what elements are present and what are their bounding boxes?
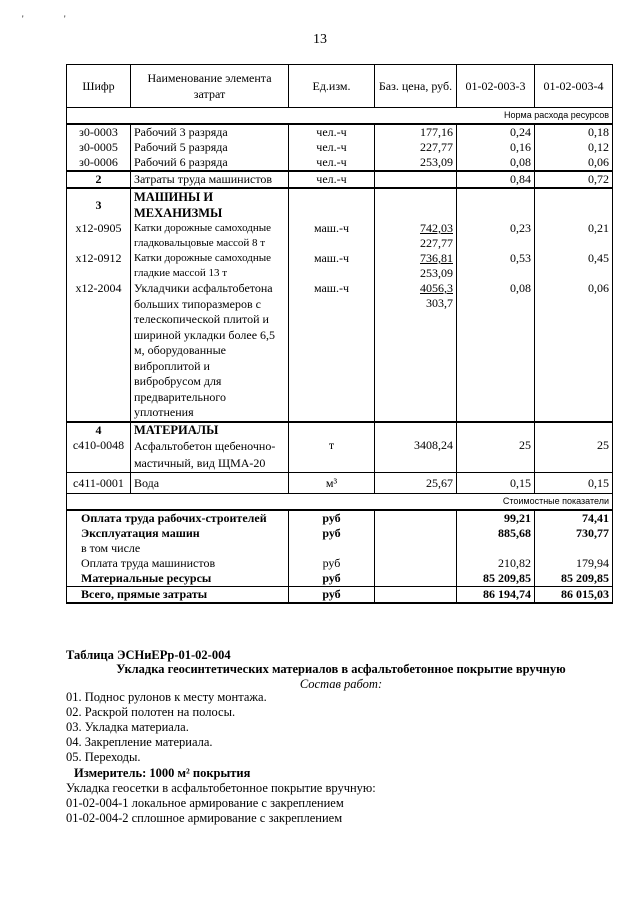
header-col2: 01-02-003-4 — [535, 65, 613, 108]
section-heading: Укладка геосинтетических материалов в асфальтобетонное покрытие вручную — [116, 662, 566, 676]
cell-name — [131, 281, 289, 422]
cost-label-row — [67, 493, 613, 510]
total-unit: руб — [289, 526, 375, 541]
scan-speck: ' — [64, 14, 66, 24]
cell-unit: чел.-ч — [289, 171, 375, 188]
work-composition-title: Состав работ: — [299, 677, 383, 691]
cell-name-line: мастичный, вид ЩМА-20 — [134, 455, 266, 470]
cell-name-line: м, оборудованные — [134, 343, 226, 357]
cell-name-line: вибробрусом для — [134, 374, 222, 388]
header-col1: 01-02-003-3 — [457, 65, 535, 108]
cell-code: с410-0048 — [67, 438, 131, 473]
total-unit: руб — [289, 556, 375, 571]
table-row — [67, 251, 613, 281]
totals-row — [67, 510, 613, 526]
cost-label: Стоимостные показатели — [67, 493, 613, 510]
cell-name-line: гладкие массой 13 т — [134, 267, 228, 279]
total-v2: 85 209,85 — [535, 571, 613, 587]
header-code: Шифр — [67, 65, 131, 108]
total-v1: 85 209,85 — [457, 571, 535, 587]
cell-price: 25,67 — [375, 472, 457, 493]
cell-name-line: предварительного — [134, 389, 227, 404]
cell-unit: т — [289, 438, 375, 473]
total-label: Оплата труда рабочих-строителей — [67, 510, 289, 526]
cell-name-line: шириной укладки более 6,5 — [134, 327, 276, 342]
cell-v2: 0,45 — [535, 251, 613, 281]
cell-code: 2 — [67, 171, 131, 188]
totals-row — [67, 556, 613, 571]
work-item: 04. Закрепление материала. — [66, 735, 213, 749]
variant-item: 01-02-004-2 сплошное армирование с закреплением — [66, 811, 343, 825]
cell-name: Вода — [131, 472, 289, 493]
section-number: 3 — [67, 188, 131, 221]
variant-list — [66, 796, 616, 826]
price-main: 4056,3 — [420, 281, 453, 295]
cell-name — [131, 221, 289, 251]
cell-unit: маш.-ч — [289, 251, 375, 281]
header-unit: Ед.изм. — [289, 65, 375, 108]
cell-code: з0-0003 — [67, 124, 131, 140]
cell-unit: маш.-ч — [289, 221, 375, 251]
header-price: Баз. цена, руб. — [375, 65, 457, 108]
work-list — [66, 690, 616, 765]
total-v2: 730,77 — [535, 526, 613, 541]
cell-v2: 0,72 — [535, 171, 613, 188]
cell-v1: 0,15 — [457, 472, 535, 493]
total-unit: руб — [289, 586, 375, 603]
header-name: Наименование элемента затрат — [131, 65, 289, 108]
totals-row — [67, 586, 613, 603]
scan-speck: ' — [22, 14, 24, 24]
cell-price: 177,16 — [375, 124, 457, 140]
cell-name: Рабочий 5 разряда — [131, 140, 289, 155]
table-title: Таблица ЭСНиЕРр-01-02-004 — [66, 648, 231, 662]
cell-price: 253,09 — [375, 155, 457, 171]
table-row — [67, 438, 613, 473]
cell-unit: маш.-ч — [289, 281, 375, 422]
cell-name — [131, 438, 289, 473]
table-row — [67, 472, 613, 493]
total-v1: 210,82 — [457, 556, 535, 571]
total-label: в том числе — [67, 541, 289, 556]
table-row — [67, 221, 613, 251]
cell-unit: м³ — [289, 472, 375, 493]
cell-v1: 0,84 — [457, 171, 535, 188]
norm-label-row — [67, 108, 613, 125]
total-unit: руб — [289, 510, 375, 526]
total-v1: 885,68 — [457, 526, 535, 541]
cell-price — [375, 251, 457, 281]
price-main: 742,03 — [420, 221, 453, 235]
section-number: 4 — [67, 422, 131, 438]
totals-row — [67, 571, 613, 587]
section-row — [67, 422, 613, 438]
cell-price — [375, 171, 457, 188]
cell-v1: 0,23 — [457, 221, 535, 251]
price-main: 736,81 — [420, 251, 453, 265]
total-v2: 86 015,03 — [535, 586, 613, 603]
total-v2: 74,41 — [535, 510, 613, 526]
cell-unit: чел.-ч — [289, 155, 375, 171]
table-header-row — [67, 65, 613, 108]
total-label: Материальные ресурсы — [67, 571, 289, 587]
cell-name-line: Асфальтобетон щебеночно- — [134, 438, 276, 453]
cell-price — [375, 221, 457, 251]
price-operator: 303,7 — [426, 296, 453, 310]
table-row — [67, 281, 613, 422]
cell-unit: чел.-ч — [289, 124, 375, 140]
cell-code: з0-0005 — [67, 140, 131, 155]
price-operator: 253,09 — [420, 266, 453, 280]
price-operator: 227,77 — [420, 236, 453, 250]
cell-name-line: телескопической плитой и — [134, 312, 269, 326]
cell-name-line: уплотнения — [134, 405, 194, 419]
total-label: Всего, прямые затраты — [67, 586, 289, 603]
total-label: Оплата труда машинистов — [67, 556, 289, 571]
work-item: 01. Поднос рулонов к месту монтажа. — [66, 690, 267, 704]
cell-v1: 0,24 — [457, 124, 535, 140]
table-row — [67, 140, 613, 155]
section-title-line: МЕХАНИЗМЫ — [134, 206, 223, 220]
total-label: Эксплуатация машин — [67, 526, 289, 541]
table-row — [67, 171, 613, 188]
cell-v2: 0,21 — [535, 221, 613, 251]
total-v1: 86 194,74 — [457, 586, 535, 603]
cell-name-line: Катки дорожные самоходные — [134, 252, 272, 264]
norm-label: Норма расхода ресурсов — [67, 108, 613, 125]
cell-price: 3408,24 — [375, 438, 457, 473]
description: Укладка геосетки в асфальтобетонное покрытие вручную: — [66, 781, 376, 795]
page-number: 13 — [313, 32, 327, 47]
cell-v2: 0,15 — [535, 472, 613, 493]
work-item: 05. Переходы. — [66, 750, 141, 764]
work-item: 03. Укладка материала. — [66, 720, 189, 734]
cell-name-line: гладковальцовые массой 8 т — [134, 237, 266, 249]
cell-v2: 0,06 — [535, 155, 613, 171]
cell-v1: 0,16 — [457, 140, 535, 155]
cell-name-line: виброплитой и — [134, 358, 210, 373]
cell-name — [131, 251, 289, 281]
cell-code: х12-2004 — [67, 281, 131, 422]
cell-code: х12-0912 — [67, 251, 131, 281]
cell-name-line: Укладчики асфальтобетона — [134, 281, 273, 295]
cell-name-line: больших типоразмеров с — [134, 296, 261, 311]
table-row — [67, 124, 613, 140]
cell-v1: 25 — [457, 438, 535, 473]
cell-v2: 0,06 — [535, 281, 613, 422]
resource-table — [66, 64, 613, 604]
total-v2: 179,94 — [535, 556, 613, 571]
cell-code: з0-0006 — [67, 155, 131, 171]
cell-code: с411-0001 — [67, 472, 131, 493]
variant-item: 01-02-004-1 локальное армирование с закреплением — [66, 796, 344, 810]
cell-price: 227,77 — [375, 140, 457, 155]
cell-v1: 0,08 — [457, 281, 535, 422]
cell-name-line: Катки дорожные самоходные — [134, 222, 272, 234]
cell-name: Рабочий 3 разряда — [131, 124, 289, 140]
measurement-unit: Измеритель: 1000 м² покрытия — [74, 766, 251, 780]
section-row — [67, 188, 613, 221]
cell-v2: 0,18 — [535, 124, 613, 140]
table-row — [67, 155, 613, 171]
cell-unit: чел.-ч — [289, 140, 375, 155]
cell-v1: 0,53 — [457, 251, 535, 281]
section-title: МАТЕРИАЛЫ — [131, 422, 289, 438]
section-title-line: МАШИНЫ И — [134, 190, 214, 204]
cell-name: Затраты труда машинистов — [131, 171, 289, 188]
total-v1: 99,21 — [457, 510, 535, 526]
totals-row — [67, 541, 613, 556]
cell-v1: 0,08 — [457, 155, 535, 171]
cell-v2: 0,12 — [535, 140, 613, 155]
totals-row — [67, 526, 613, 541]
cell-price — [375, 281, 457, 422]
total-unit: руб — [289, 571, 375, 587]
cell-name: Рабочий 6 разряда — [131, 155, 289, 171]
cell-v2: 25 — [535, 438, 613, 473]
section-title — [131, 188, 289, 221]
work-item: 02. Раскрой полотен на полосы. — [66, 705, 236, 719]
cell-code: х12-0905 — [67, 221, 131, 251]
